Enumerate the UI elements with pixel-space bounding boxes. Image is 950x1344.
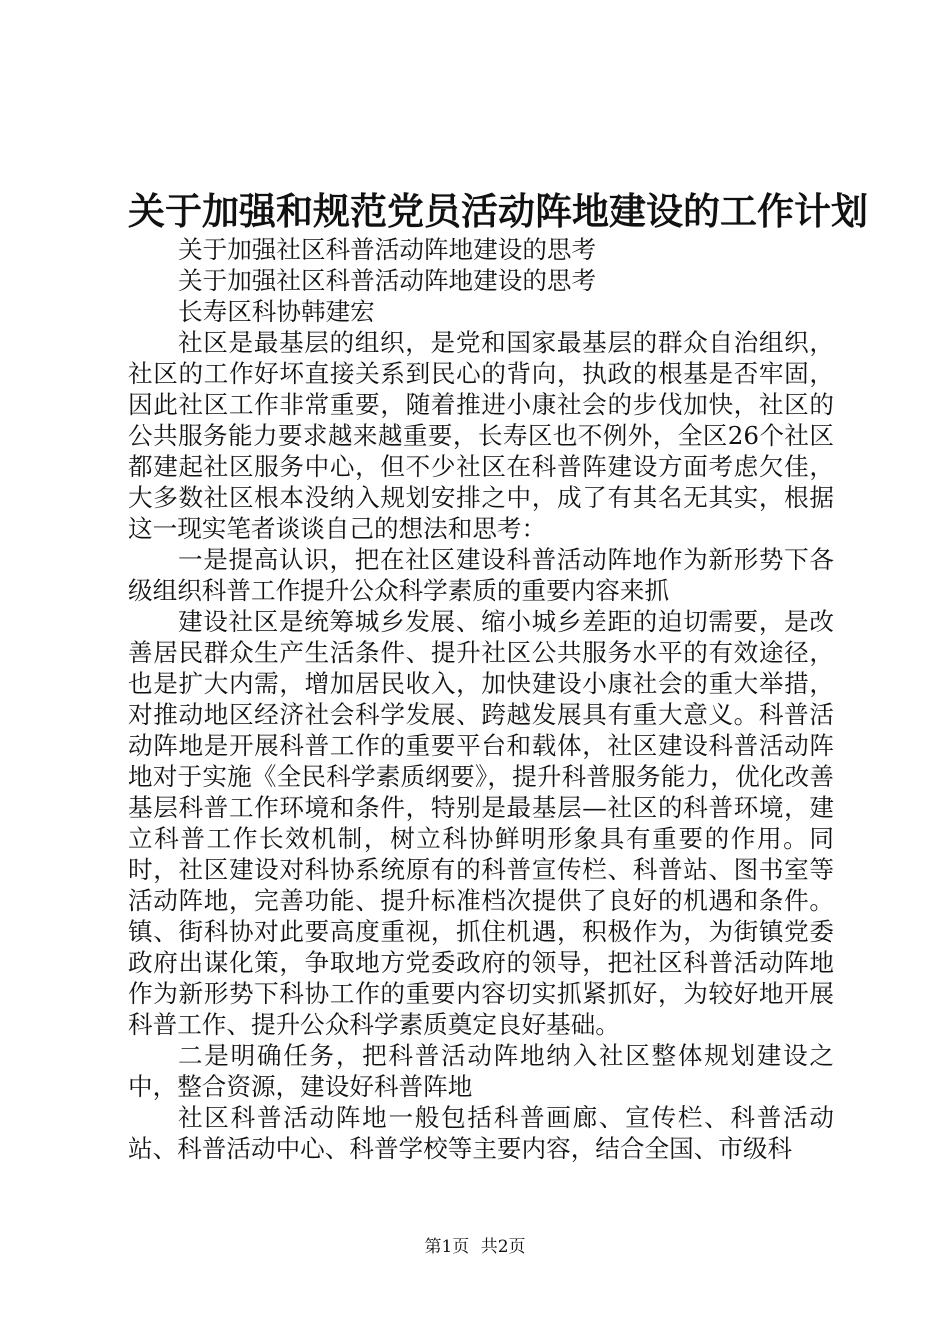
- subtitle-line: 关于加强社区科普活动阵地建设的思考: [178, 266, 597, 295]
- document-body: [128, 234, 834, 1164]
- body-paragraph: 社区是最基层的组织，是党和国家最基层的群众自治组织，社区的工作好坏直接关系到民心的背向，执政的根基是否牢固，因此社区工作非常重要，随着推进小康社会的步伐加快，社区的公共服务能力要求越来越重要，长寿区也不例外，全区26个社区都建起社区服务中心，但不少社区在科普阵建设方面考虑欠佳，大多数社区根本没纳入规划安排之中，成了有其名无其实，根据这一现实笔者谈谈自己的想法和思考：: [128, 328, 834, 543]
- page-footer: [0, 1236, 950, 1258]
- page-number: 第1页: [424, 1237, 470, 1257]
- document-title: 关于加强和规范党员活动阵地建设的工作计划: [128, 189, 868, 233]
- page-total: 共2页: [480, 1237, 526, 1257]
- author-line: 长寿区科协韩建宏: [178, 297, 375, 326]
- body-paragraph: 建设社区是统筹城乡发展、缩小城乡差距的迫切需要，是改善居民群众生产生活条件、提升社区公共服务水平的有效途径，也是扩大内需，增加居民收入，加快建设小康社会的重大举措，对推动地区经济社会科学发展、跨越发展具有重大意义。科普活动阵地是开展科普工作的重要平台和载体，社区建设科普活动阵地对于实施《全民科学素质纲要》，提升科普服务能力，优化改善基层科普工作环境和条件，特别是最基层—社区的科普环境，建立科普工作长效机制，树立科协鲜明形象具有重要的作用。同时，社区建设对科协系统原有的科普宣传栏、科普站、图书室等活动阵地，完善功能、提升标准档次提供了良好的机遇和条件。镇、街科协对此要高度重视，抓住机遇，积极作为，为街镇党委政府出谋化策，争取地方党委政府的领导，把社区科普活动阵地作为新形势下科协工作的重要内容切实抓紧抓好，为较好地开展科普工作、提升公众科学素质奠定良好基础。: [128, 607, 834, 1039]
- section-heading: 二是明确任务，把科普活动阵地纳入社区整体规划建设之中，整合资源，建设好科普阵地: [128, 1041, 834, 1101]
- section-heading: 一是提高认识，把在社区建设科普活动阵地作为新形势下各级组织科普工作提升公众科学素质的重要内容来抓: [128, 545, 834, 605]
- subtitle-line: 关于加强社区科普活动阵地建设的思考: [178, 235, 597, 264]
- body-paragraph: 社区科普活动阵地一般包括科普画廊、宣传栏、科普活动站、科普活动中心、科普学校等主要内容，结合全国、市级科: [128, 1103, 834, 1163]
